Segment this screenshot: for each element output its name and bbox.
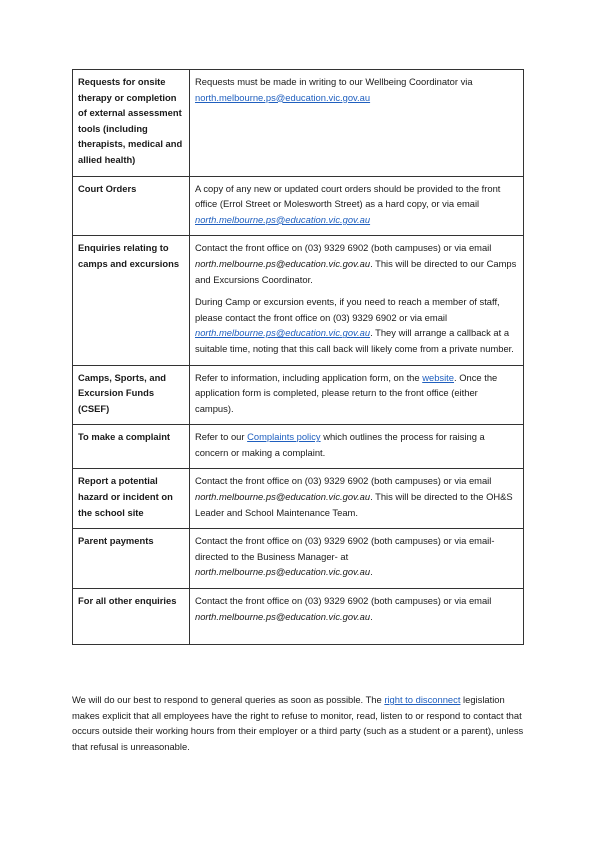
row-text: which outlines the process for raising a concern or making a complaint. — [195, 431, 485, 458]
row-text: . — [370, 566, 373, 578]
table-row — [73, 469, 524, 529]
row-text: . This will be directed to our Camps and Excursions Coordinator. — [195, 257, 517, 285]
row-text: During Camp or excursion events, if you need to reach a member of staff, please contact the front office on (03) 9329 6902 or via email — [195, 296, 500, 323]
row-text: . They will arrange a callback at a suitable time, noting that this call back will likely come from a private number. — [195, 327, 514, 354]
row-label: Camps, Sports, and Excursion Funds (CSEF) — [73, 365, 190, 425]
table-row — [73, 529, 524, 589]
row-text: . Once the application form is completed, please return to the front office (either campus). — [195, 371, 498, 414]
table-row — [73, 425, 524, 469]
closing-text: We will do our best to respond to general queries as soon as possible. The — [72, 694, 382, 705]
row-text: Contact the front office on (03) 9329 6902 (both campuses) or via email — [195, 595, 492, 607]
row-label: Requests for onsite therapy or completion of external assessment tools (including therapists, medical and allied health) — [73, 70, 190, 177]
table-row — [73, 365, 524, 425]
email-text: north.melbourne.ps@education.vic.gov.au — [195, 257, 371, 269]
row-value — [190, 469, 524, 529]
website-link[interactable]: website — [422, 371, 455, 383]
row-text: . — [370, 610, 373, 622]
row-text: Refer to our — [195, 431, 245, 443]
row-label: Enquiries relating to camps and excursions — [73, 236, 190, 365]
row-value — [190, 365, 524, 425]
row-text: Requests must be made in writing to our Wellbeing Coordinator via — [195, 76, 473, 87]
right-to-disconnect-link[interactable]: right to disconnect — [384, 694, 461, 705]
row-value — [190, 529, 524, 589]
closing-text: legislation makes explicit that all employees have the right to refuse to monitor, read, listen to or respond to contact that occurs outside their working hours from their employer or a third party (such as a student or a parent), unless that refusal is unreasonable. — [72, 694, 524, 752]
table-row — [73, 70, 524, 177]
row-value — [190, 589, 524, 645]
row-label: Report a potential hazard or incident on the school site — [73, 469, 190, 529]
row-label: To make a complaint — [73, 425, 190, 469]
email-link[interactable]: north.melbourne.ps@education.vic.gov.au — [195, 327, 371, 339]
email-link[interactable]: north.melbourne.ps@education.vic.gov.au — [195, 91, 371, 103]
row-label: Court Orders — [73, 176, 190, 236]
contact-table — [72, 69, 524, 645]
row-label: Parent payments — [73, 529, 190, 589]
row-text: . This will be directed to the OH&S Leader and School Maintenance Team. — [195, 491, 513, 518]
table-row — [73, 176, 524, 236]
row-value — [190, 176, 524, 236]
row-value — [190, 70, 524, 177]
row-text: Refer to information, including application form, on the — [195, 371, 420, 383]
closing-paragraph — [72, 692, 527, 754]
email-text: north.melbourne.ps@education.vic.gov.au — [195, 610, 371, 622]
row-value — [190, 236, 524, 365]
email-text: north.melbourne.ps@education.vic.gov.au — [195, 566, 371, 578]
table-row — [73, 236, 524, 365]
complaints-policy-link[interactable]: Complaints policy — [247, 431, 321, 443]
row-text: A copy of any new or updated court orders should be provided to the front office (Errol Street or Molesworth Street) as a hard copy, or via email — [195, 182, 501, 210]
email-text: north.melbourne.ps@education.vic.gov.au — [195, 491, 371, 503]
row-text: Contact the front office on (03) 9329 6902 (both campuses) or via email- directed to the Business Manager- at — [195, 535, 495, 562]
table-row — [73, 589, 524, 645]
row-text: Contact the front office on (03) 9329 6902 (both campuses) or via email — [195, 475, 492, 487]
row-text: Contact the front office on (03) 9329 6902 (both campuses) or via email — [195, 242, 492, 254]
row-value — [190, 425, 524, 469]
email-link[interactable]: north.melbourne.ps@education.vic.gov.au — [195, 213, 371, 225]
row-label: For all other enquiries — [73, 589, 190, 645]
